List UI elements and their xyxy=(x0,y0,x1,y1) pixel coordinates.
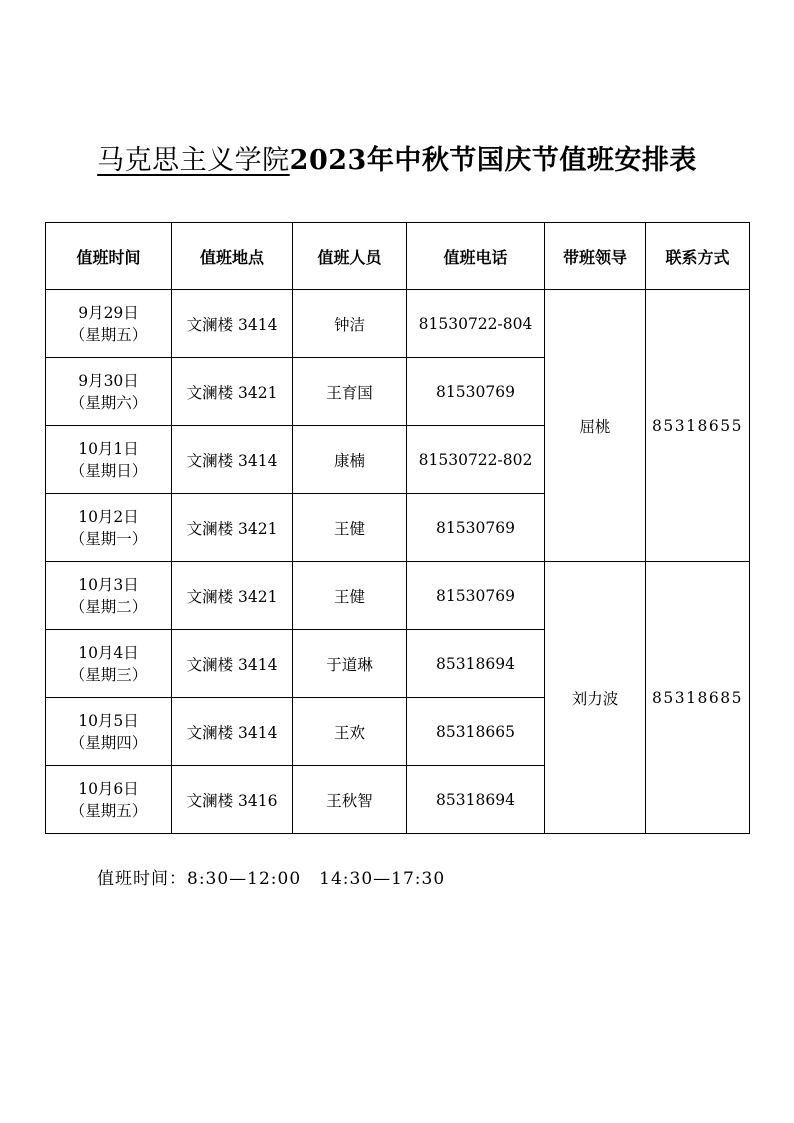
date-cell xyxy=(46,766,172,834)
date-cell xyxy=(46,494,172,562)
location-cell: 文澜楼 3414 xyxy=(172,630,293,698)
date-cell xyxy=(46,358,172,426)
weekday-text: （星期六） xyxy=(69,393,148,412)
leader-cell: 刘力波 xyxy=(545,562,646,834)
person-cell: 王秋智 xyxy=(293,766,407,834)
leader-contact-cell: 85318655 xyxy=(646,290,750,562)
weekday-text: （星期日） xyxy=(69,461,148,480)
location-cell: 文澜楼 3414 xyxy=(172,426,293,494)
person-cell: 王健 xyxy=(293,494,407,562)
table-row xyxy=(46,562,750,630)
duty-hours-note: 值班时间：8:30—12:00 14:30—17:30 xyxy=(97,869,446,889)
phone-cell: 81530769 xyxy=(407,494,545,562)
header-cell: 值班时间 xyxy=(46,223,172,290)
date-text: 10月2日 xyxy=(78,507,139,526)
date-text: 10月4日 xyxy=(78,643,139,662)
header-cell: 值班电话 xyxy=(407,223,545,290)
duty-table xyxy=(45,222,750,834)
leader-cell: 屈桃 xyxy=(545,290,646,562)
location-cell: 文澜楼 3421 xyxy=(172,494,293,562)
person-cell: 王欢 xyxy=(293,698,407,766)
weekday-text: （星期二） xyxy=(69,597,148,616)
date-cell xyxy=(46,426,172,494)
date-text: 9月29日 xyxy=(78,303,139,322)
date-text: 10月3日 xyxy=(78,575,139,594)
date-text: 9月30日 xyxy=(78,371,139,390)
weekday-text: （星期五） xyxy=(69,325,148,344)
phone-cell: 85318694 xyxy=(407,630,545,698)
location-cell: 文澜楼 3421 xyxy=(172,562,293,630)
location-cell: 文澜楼 3414 xyxy=(172,698,293,766)
weekday-text: （星期四） xyxy=(69,733,148,752)
date-cell xyxy=(46,562,172,630)
phone-cell: 81530722-802 xyxy=(407,426,545,494)
phone-cell: 81530722-804 xyxy=(407,290,545,358)
date-text: 10月6日 xyxy=(78,779,139,798)
date-text: 10月5日 xyxy=(78,711,139,730)
person-cell: 于道琳 xyxy=(293,630,407,698)
location-cell: 文澜楼 3416 xyxy=(172,766,293,834)
person-cell: 王育国 xyxy=(293,358,407,426)
page-title xyxy=(0,138,794,177)
person-cell: 康楠 xyxy=(293,426,407,494)
weekday-text: （星期五） xyxy=(69,801,148,820)
location-cell: 文澜楼 3414 xyxy=(172,290,293,358)
date-cell xyxy=(46,698,172,766)
phone-cell: 85318665 xyxy=(407,698,545,766)
header-cell: 值班人员 xyxy=(293,223,407,290)
location-cell: 文澜楼 3421 xyxy=(172,358,293,426)
date-cell xyxy=(46,290,172,358)
weekday-text: （星期三） xyxy=(69,665,148,684)
header-cell: 联系方式 xyxy=(646,223,750,290)
person-cell: 钟洁 xyxy=(293,290,407,358)
person-cell: 王健 xyxy=(293,562,407,630)
title-rest: 2023年中秋节国庆节值班安排表 xyxy=(289,145,697,176)
date-text: 10月1日 xyxy=(78,439,139,458)
phone-cell: 81530769 xyxy=(407,562,545,630)
phone-cell: 81530769 xyxy=(407,358,545,426)
table-header-row xyxy=(46,223,750,290)
header-cell: 值班地点 xyxy=(172,223,293,290)
title-org: 马克思主义学院 xyxy=(97,145,290,176)
date-cell xyxy=(46,630,172,698)
weekday-text: （星期一） xyxy=(69,529,148,548)
header-cell: 带班领导 xyxy=(545,223,646,290)
leader-contact-cell: 85318685 xyxy=(646,562,750,834)
phone-cell: 85318694 xyxy=(407,766,545,834)
table-row xyxy=(46,290,750,358)
